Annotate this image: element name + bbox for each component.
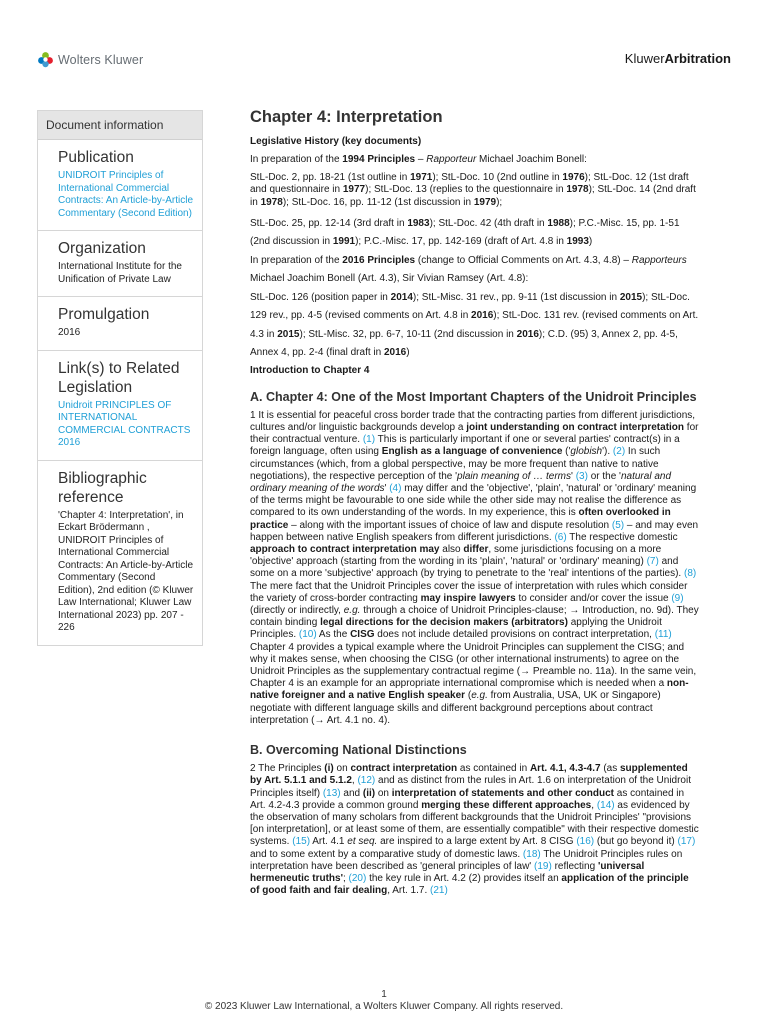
footnote-ref[interactable]: (11) — [654, 629, 672, 641]
logo-text: Wolters Kluwer — [58, 52, 144, 67]
footnote-ref[interactable]: (16) — [576, 836, 595, 848]
promulgation-title: Promulgation — [58, 306, 150, 323]
organization-value: International Institute for the Unification of Private Law — [58, 261, 182, 285]
page-header — [0, 0, 768, 80]
footnote-ref[interactable]: (5) — [611, 519, 625, 531]
footnote-ref[interactable]: (9) — [671, 592, 684, 604]
promulgation-section — [38, 297, 202, 351]
copyright-notice: © 2023 Kluwer Law International, a Wolters Kluwer Company. All rights reserved. — [204, 1001, 564, 1012]
history-paragraph: In preparation of the 2016 Principles (change to Official Comments on Art. 4.3, 4.8) – Rapporteurs Michael Joachim Bonell (Art. 4.3), Sir Vivian Ramsey (Art. 4.8): — [250, 254, 687, 285]
publication-link[interactable]: UNIDROIT Principles of International Commercial Contracts: An Article-by-Article Commentary (Second Edition) — [58, 170, 194, 219]
related-legislation-link[interactable]: Unidroit PRINCIPLES OF INTERNATIONAL COMMERCIAL CONTRACTS 2016 — [58, 399, 191, 448]
footnote-ref[interactable]: (12) — [357, 775, 376, 787]
kluwer-arbitration-brand[interactable] — [625, 51, 731, 66]
footnote-ref[interactable]: (3) — [575, 470, 588, 482]
organization-section — [38, 231, 202, 297]
history-paragraph: In preparation of the 1994 Principles – Rapporteur Michael Joachim Bonell: — [250, 154, 587, 165]
promulgation-value: 2016 — [58, 327, 81, 338]
footnote-ref[interactable]: (2) — [612, 446, 626, 458]
footnote-ref[interactable]: (14) — [596, 799, 615, 811]
footnote-ref[interactable]: (17) — [677, 836, 696, 848]
footnote-ref[interactable]: (10) — [298, 629, 317, 641]
related-legislation-title: Link(s) to Related Legislation — [58, 359, 180, 396]
section-a-heading: A. Chapter 4: One of the Most Important Chapters of the Unidroit Principles — [250, 389, 697, 404]
main-content — [250, 108, 700, 913]
introduction-label: Introduction to Chapter 4 — [250, 364, 370, 376]
bibliographic-reference-value: 'Chapter 4: Interpretation', in Eckart Brödermann , UNIDROIT Principles of International Commercial Contracts: An Article-by-Article Commentary (Second Edition), 2nd edition (© Kluwer Law International; Kluwer Law International 2023) pp. 207 - 226 — [58, 509, 194, 633]
brand-bold: Arbitration — [664, 51, 731, 66]
footnote-ref[interactable]: (19) — [534, 860, 552, 872]
bibliographic-reference-section — [38, 461, 202, 645]
footnote-ref[interactable]: (13) — [322, 787, 341, 799]
footnote-ref[interactable]: (18) — [522, 848, 541, 860]
history-paragraph: StL-Doc. 2, pp. 18-21 (1st outline in 1971); StL-Doc. 10 (2nd outline in 1976); StL-Doc. 12 (1st draft and questionnaire in 1977); StL-Doc. 13 (replies to the questionnaire in 1978); StL-Doc. 14 (2nd draft in 1978); StL-Doc. 16, pp. 11-12 (1st discussion in 1979); — [250, 172, 696, 208]
section-b-heading: B. Overcoming National Distinctions — [250, 743, 467, 758]
wolters-kluwer-logo[interactable] — [37, 51, 143, 68]
document-information-heading: Document information — [38, 111, 202, 140]
publication-section — [38, 140, 202, 231]
page-number: 1 — [381, 989, 387, 1000]
wolters-kluwer-logo-icon — [37, 51, 54, 68]
footnote-ref[interactable]: (8) — [683, 568, 697, 580]
bibliographic-reference-title: Bibliographic reference — [58, 469, 147, 506]
document-information-panel — [37, 110, 203, 646]
footnote-ref[interactable]: (4) — [389, 483, 402, 495]
paragraph-2: 2 The Principles (i) on contract interpretation as contained in Art. 4.1, 4.3-4.7 (as supplemented by Art. 5.1.1 and 5.1.2, (12) and as distinct from the rules in Art. 1.6 on interpretation of the Unidroit Principles itself) (13) and (ii) on interpretation of statements and other conduct as contained in Art. 4.2-4.3 provide a common ground merging these different approaches, (14) as evidenced by the observation of many scholars from different backgrounds that the Unidroit Principles' "provisions [on interpretation], or at least some of them, are essentially compatible" with their respective domestic systems. (15) Art. 4.1 et seq. are inspired to a large extent by Art. 8 CISG (16) (but go beyond it) (17) and to some extent by a comparative study of domestic laws. (18) The Unidroit Principles rules on interpretation have been described as 'general principles of law' (19) reflecting 'universal hermeneutic truths'; (20) the key rule in Art. 4.2 (2) provides itself an application of the principle of good faith and fair dealing, Art. 1.7. (21) — [250, 763, 699, 897]
footnote-ref[interactable]: (6) — [554, 531, 567, 543]
footnote-ref[interactable]: (7) — [646, 556, 659, 568]
legislative-history-title: Legislative History (key documents) — [250, 136, 422, 147]
footnote-ref[interactable]: (1) — [362, 434, 376, 446]
paragraph-1: 1 It is essential for peaceful cross border trade that the contracting parties from different jurisdictions, cultures and/or linguistic backgrounds develop a joint understanding on contract interpretation for their contractual venture. (1) This is particularly important if one or several parties' contract(s) in a foreign language, often using English as a language of convenience ('globish'). (2) In such circumstances (which, from a global perspective, may be more frequent than native to native negotiations), the respective perception of the 'plain meaning of … terms' (3) or the 'natural and ordinary meaning of the words' (4) may differ and the 'objective', 'plain', 'natural' or 'ordinary' meaning of the terms might be favourable to one side while the other side may not realise the difference as compared to its own understanding of the words. In my experience, this is often overlooked in practice – along with the important issues of choice of law and dispute resolution (5) – and may even happen between native English speakers from different jurisdictions. (6) The respective domestic approach to contract interpretation may also differ, some jurisdictions focusing on a more 'objective' approach (starting from the wording in its 'plain', 'natural' or 'ordinary' meaning) (7) and some on a more 'subjective' approach (by trying to penetrate to the 'real' intentions of the parties). (8) The mere fact that the Unidroit Principles cover the issue of interpretation with rules which consider the variety of cross-border contracting may inspire lawyers to consider and/or cover the issue (9) (directly or indirectly, e.g. through a choice of Unidroit Principles-clause; → Introduction, no. 9d). They contain binding legal directions for the decision makers (arbitrators) applying the Unidroit Principles. (10) As the CISG does not include detailed provisions on contract interpretation, (11) Chapter 4 provides a typical example where the Unidroit Principles can supplement the CISG; and why it makes sense, when choosing the CISG (or other international instruments) to agree on the Unidroit Principles as the supplementary contractual regime (→ Preamble no. 11a). In the same vein, Chapter 4 is an example for an appropriate international compromise which is needed when a non-native foreigner and a native English speaker (e.g. from Australia, USA, UK or Singapore) negotiate with different language skills and different background perceptions about contract interpretation (→ Art. 4.1 no. 4). — [250, 409, 699, 726]
footnote-ref[interactable]: (21) — [430, 885, 448, 897]
history-paragraph: StL-Doc. 126 (position paper in 2014); StL-Misc. 31 rev., pp. 9-11 (1st discussion in 2015); StL-Doc. 129 rev., pp. 4-5 (revised comments on Art. 4.8 in 2016); StL-Doc. 131 rev. (revised comments on Art. 4.3 in 2015); StL-Misc. 32, pp. 6-7, 10-11 (2nd discussion in 2016); C.D. (95) 3, Annex 2, pp. 4-5, Annex 4, pp. 2-4 (final draft in 2016) — [250, 291, 699, 359]
footnote-ref[interactable]: (15) — [292, 836, 311, 848]
brand-prefix: Kluwer — [624, 51, 665, 66]
organization-title: Organization — [58, 240, 146, 257]
footnote-ref[interactable]: (20) — [348, 872, 367, 884]
history-paragraph: StL-Doc. 25, pp. 12-14 (3rd draft in 1983); StL-Doc. 42 (4th draft in 1988); P.C.-Misc. 15, pp. 1-51 (2nd discussion in 1991); P.C.-Misc. 17, pp. 142-169 (draft of Art. 4.8 in 1993) — [250, 217, 680, 248]
publication-title: Publication — [58, 149, 134, 166]
related-legislation-section — [38, 351, 202, 461]
chapter-title: Chapter 4: Interpretation — [250, 108, 443, 126]
